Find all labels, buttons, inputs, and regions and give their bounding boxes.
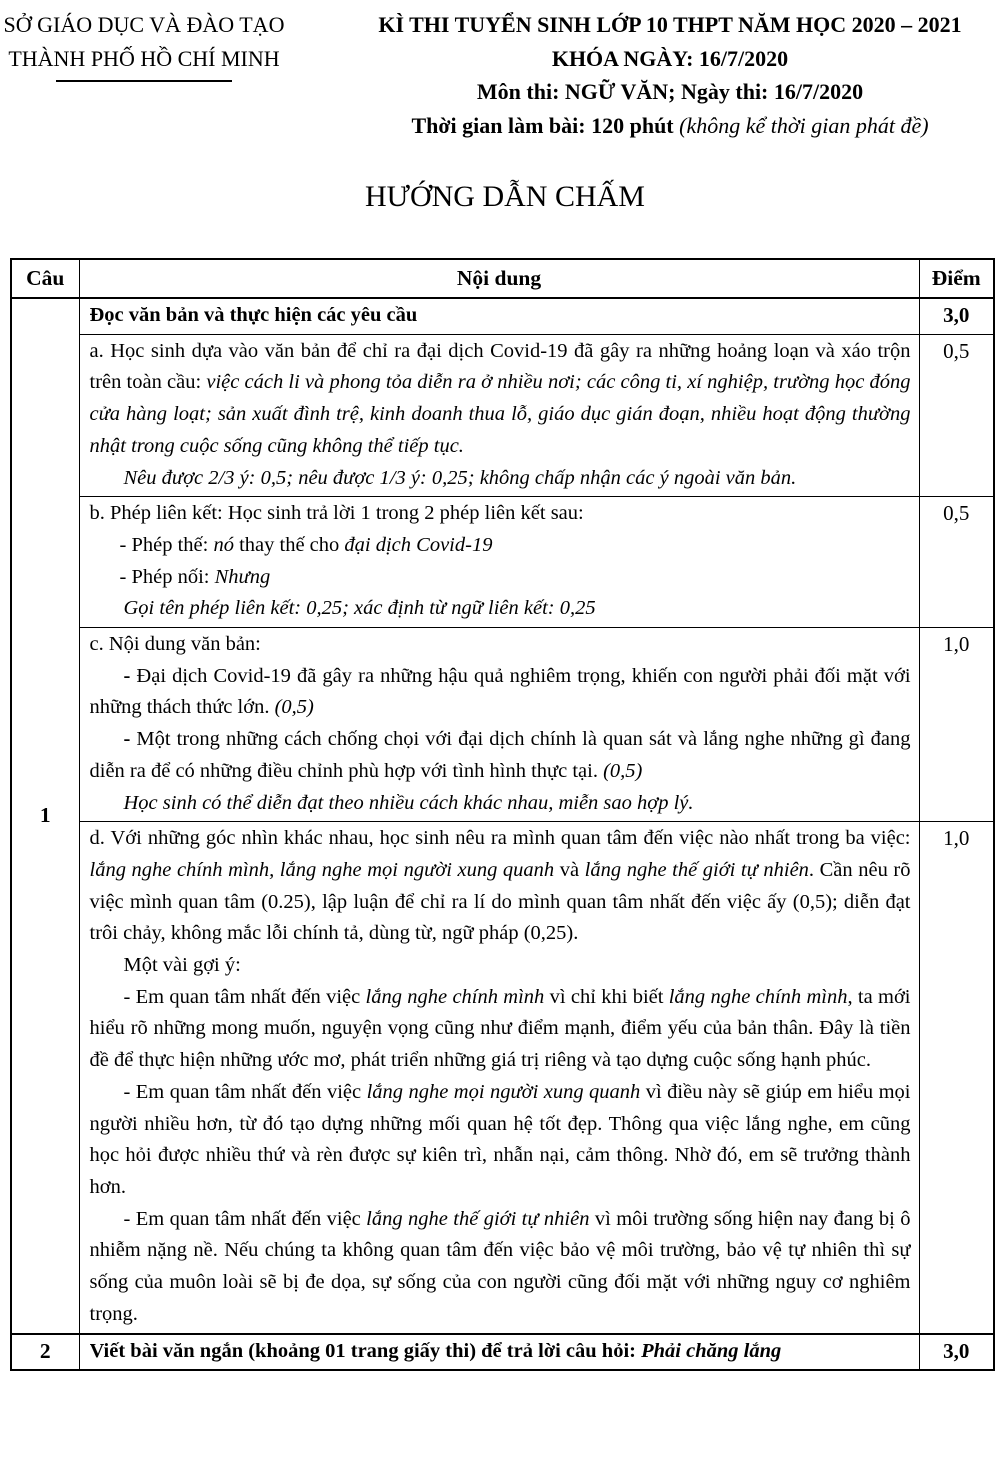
text-run: việc cách li và phong tỏa diễn ra ở nhiều nơi; các công ti, xí nghiệp, trường học đóng cửa hàng loạt; sản xuất đình trệ, kinh doanh thua lỗ, giáo dục gián đoạn, nhiều hoạt động thường nhật trong cuộc sống cũng không thể tiếp tục. bbox=[89, 371, 911, 457]
paragraph bbox=[90, 336, 911, 463]
paragraph bbox=[90, 530, 911, 562]
duration-bold: Thời gian làm bài: 120 phút bbox=[411, 112, 674, 138]
paragraph bbox=[90, 562, 911, 594]
text-run: d. Với những góc nhìn khác nhau, học sinh nêu ra mình quan tâm đến việc nào nhất trong ba việc: bbox=[89, 827, 911, 850]
text-run: - Em quan tâm nhất đến việc bbox=[123, 985, 366, 1008]
table-row bbox=[11, 628, 994, 822]
text-run: lắng nghe mọi người xung quanh bbox=[366, 1080, 641, 1103]
paragraph bbox=[90, 593, 911, 625]
text-run: lắng nghe chính mình bbox=[668, 985, 848, 1008]
score-cell: 1,0 bbox=[919, 822, 994, 1334]
text-run: Gọi tên phép liên kết: 0,25; xác định từ ngữ liên kết: 0,25 bbox=[123, 597, 596, 620]
authority-underline bbox=[56, 80, 232, 82]
table-row bbox=[11, 334, 994, 497]
content-cell bbox=[79, 628, 919, 822]
table-row bbox=[11, 822, 994, 1334]
score-cell: 3,0 bbox=[919, 298, 994, 334]
grading-table bbox=[10, 258, 995, 1371]
text-run: lắng nghe thế giới tự nhiên bbox=[584, 858, 809, 881]
text-run: Một trong những cách chống chọi với đại dịch chính là quan sát và lắng nghe những gì đang diễn ra để có những điều chỉnh phù hợp với tình hình thực tại. bbox=[89, 728, 911, 782]
paragraph bbox=[90, 788, 911, 820]
col-header-cau: Câu bbox=[11, 259, 79, 298]
text-run: Phải chăng lắng bbox=[641, 1339, 782, 1362]
text-run: và bbox=[554, 858, 585, 881]
table-body bbox=[11, 298, 994, 1370]
table-row bbox=[11, 497, 994, 628]
page-title: HƯỚNG DẪN CHẤM bbox=[365, 180, 645, 213]
paragraph bbox=[90, 629, 911, 661]
text-run: - bbox=[123, 728, 137, 751]
text-run: vì điều này sẽ giúp em hiểu mọi người nhiều hơn, từ đó tạo dựng những mối quan hệ tốt đẹp. Thông qua việc lắng nghe, em cũng học hỏi được nhiều thứ và rèn được sự kiên trì, nhẫn nại, cảm thông. Nhờ đó, em sẽ trưởng thành hơn. bbox=[89, 1080, 911, 1198]
table-row bbox=[11, 1334, 994, 1371]
text-run: lắng nghe chính mình bbox=[365, 985, 545, 1008]
duration-note: (không kể thời gian phát đề) bbox=[673, 112, 929, 138]
text-run: c. Nội dung văn bản: bbox=[89, 633, 261, 656]
text-run: lắng nghe thế giới tự nhiên bbox=[366, 1207, 590, 1230]
exam-subject-line: Môn thi: NGỮ VĂN; Ngày thi: 16/7/2020 bbox=[476, 79, 864, 104]
paragraph bbox=[90, 982, 911, 1077]
text-run: Một vài gợi ý: bbox=[123, 954, 241, 977]
text-run: - Phép nối: bbox=[119, 565, 215, 588]
text-run: lắng nghe chính mình, lắng nghe mọi người xung quanh bbox=[89, 858, 555, 881]
content-cell bbox=[79, 497, 919, 628]
text-run: , ta mới hiểu rõ những mong muốn, nguyện vọng cũng như điểm mạnh, điểm yếu của bản thân. Đây là tiền đề để thực hiện những ước mơ, phát triển những giá trị riêng và tạo dựng cuộc sống hạnh phúc. bbox=[89, 985, 911, 1072]
text-run: (0,5) bbox=[274, 696, 314, 719]
text-run: (0,5) bbox=[603, 759, 643, 782]
text-run: Đọc văn bản và thực hiện các yêu cầu bbox=[89, 304, 418, 326]
paragraph bbox=[90, 950, 911, 982]
issuing-authority bbox=[0, 8, 304, 82]
exam-session-line: KHÓA NGÀY: 16/7/2020 bbox=[551, 45, 789, 71]
text-run: a. Học sinh dựa vào văn bản để chỉ ra đại dịch Covid-19 đã gây ra những hoảng loạn và xáo trộn trên toàn cầu: bbox=[89, 339, 911, 394]
text-run: b. Phép liên kết: Học sinh trả lời 1 trong 2 phép liên kết sau: bbox=[89, 502, 584, 525]
question-number-cell: 2 bbox=[11, 1334, 79, 1371]
text-run: - Phép thế: bbox=[119, 533, 214, 556]
text-run: Nêu được 2/3 ý: 0,5; nêu được 1/3 ý: 0,25; không chấp nhận các ý ngoài văn bản. bbox=[123, 466, 797, 489]
content-cell bbox=[79, 298, 919, 334]
text-run: đại dịch Covid-19 bbox=[344, 533, 493, 556]
authority-line-1: SỞ GIÁO DỤC VÀ ĐÀO TẠO bbox=[3, 12, 285, 37]
paragraph bbox=[90, 724, 911, 787]
text-run: . Cần nêu rõ việc mình quan tâm (0.25), lập luận để chỉ ra lí do mình quan tâm nhất đến việc ấy (0,5); diễn đạt trôi chảy, không mắc lỗi chính tả, dùng từ, ngữ pháp (0,25). bbox=[89, 858, 911, 945]
exam-duration-line bbox=[330, 109, 1000, 143]
text-run: vì môi trường sống hiện nay đang bị ô nhiễm nặng nề. Nếu chúng ta không quan tâm đến việc bảo vệ môi trường, bảo vệ tự nhiên thì sự sống của muôn loài sẽ bị đe dọa, sự sống của con người cũng đối mặt với những nguy cơ nghiêm trọng. bbox=[89, 1207, 911, 1325]
score-cell: 0,5 bbox=[919, 334, 994, 497]
exam-header bbox=[330, 8, 1000, 142]
table-header-row bbox=[11, 259, 994, 298]
authority-line-2: THÀNH PHỐ HỒ CHÍ MINH bbox=[8, 46, 280, 71]
text-run: - Em quan tâm nhất đến việc bbox=[123, 1080, 367, 1103]
text-run: thay thế cho bbox=[233, 533, 345, 556]
text-run: - bbox=[123, 664, 137, 687]
question-number-cell: 1 bbox=[11, 298, 79, 1334]
content-cell bbox=[79, 334, 919, 497]
paragraph bbox=[90, 1077, 911, 1204]
paragraph bbox=[90, 1204, 911, 1331]
text-run: Đại dịch Covid-19 đã gây ra những hậu quả nghiêm trọng, khiến con người phải đối mặt với những thách thức lớn. bbox=[89, 664, 911, 719]
paragraph bbox=[90, 661, 911, 724]
text-run: Nhưng bbox=[214, 565, 271, 588]
text-run: - Em quan tâm nhất đến việc bbox=[123, 1207, 367, 1230]
text-run: nó bbox=[213, 533, 234, 556]
content-cell bbox=[79, 1334, 919, 1371]
score-cell: 1,0 bbox=[919, 628, 994, 822]
text-run: vì chỉ khi biết bbox=[544, 985, 669, 1008]
paragraph bbox=[90, 1336, 911, 1368]
text-run: Viết bài văn ngắn (khoảng 01 trang giấy thi) để trả lời câu hỏi: bbox=[89, 1339, 642, 1362]
score-cell: 0,5 bbox=[919, 497, 994, 628]
content-cell bbox=[79, 822, 919, 1334]
score-cell: 3,0 bbox=[919, 1334, 994, 1371]
paragraph bbox=[90, 498, 911, 530]
table-row bbox=[11, 298, 994, 334]
paragraph bbox=[90, 823, 911, 950]
col-header-diem: Điểm bbox=[919, 259, 994, 298]
exam-title-line: KÌ THI TUYỂN SINH LỚP 10 THPT NĂM HỌC 2020 – 2021 bbox=[378, 12, 962, 37]
col-header-noidung: Nội dung bbox=[79, 259, 919, 298]
paragraph bbox=[90, 300, 911, 332]
paragraph bbox=[90, 463, 911, 495]
text-run: Học sinh có thể diễn đạt theo nhiều cách khác nhau, miễn sao hợp lý. bbox=[123, 791, 694, 814]
